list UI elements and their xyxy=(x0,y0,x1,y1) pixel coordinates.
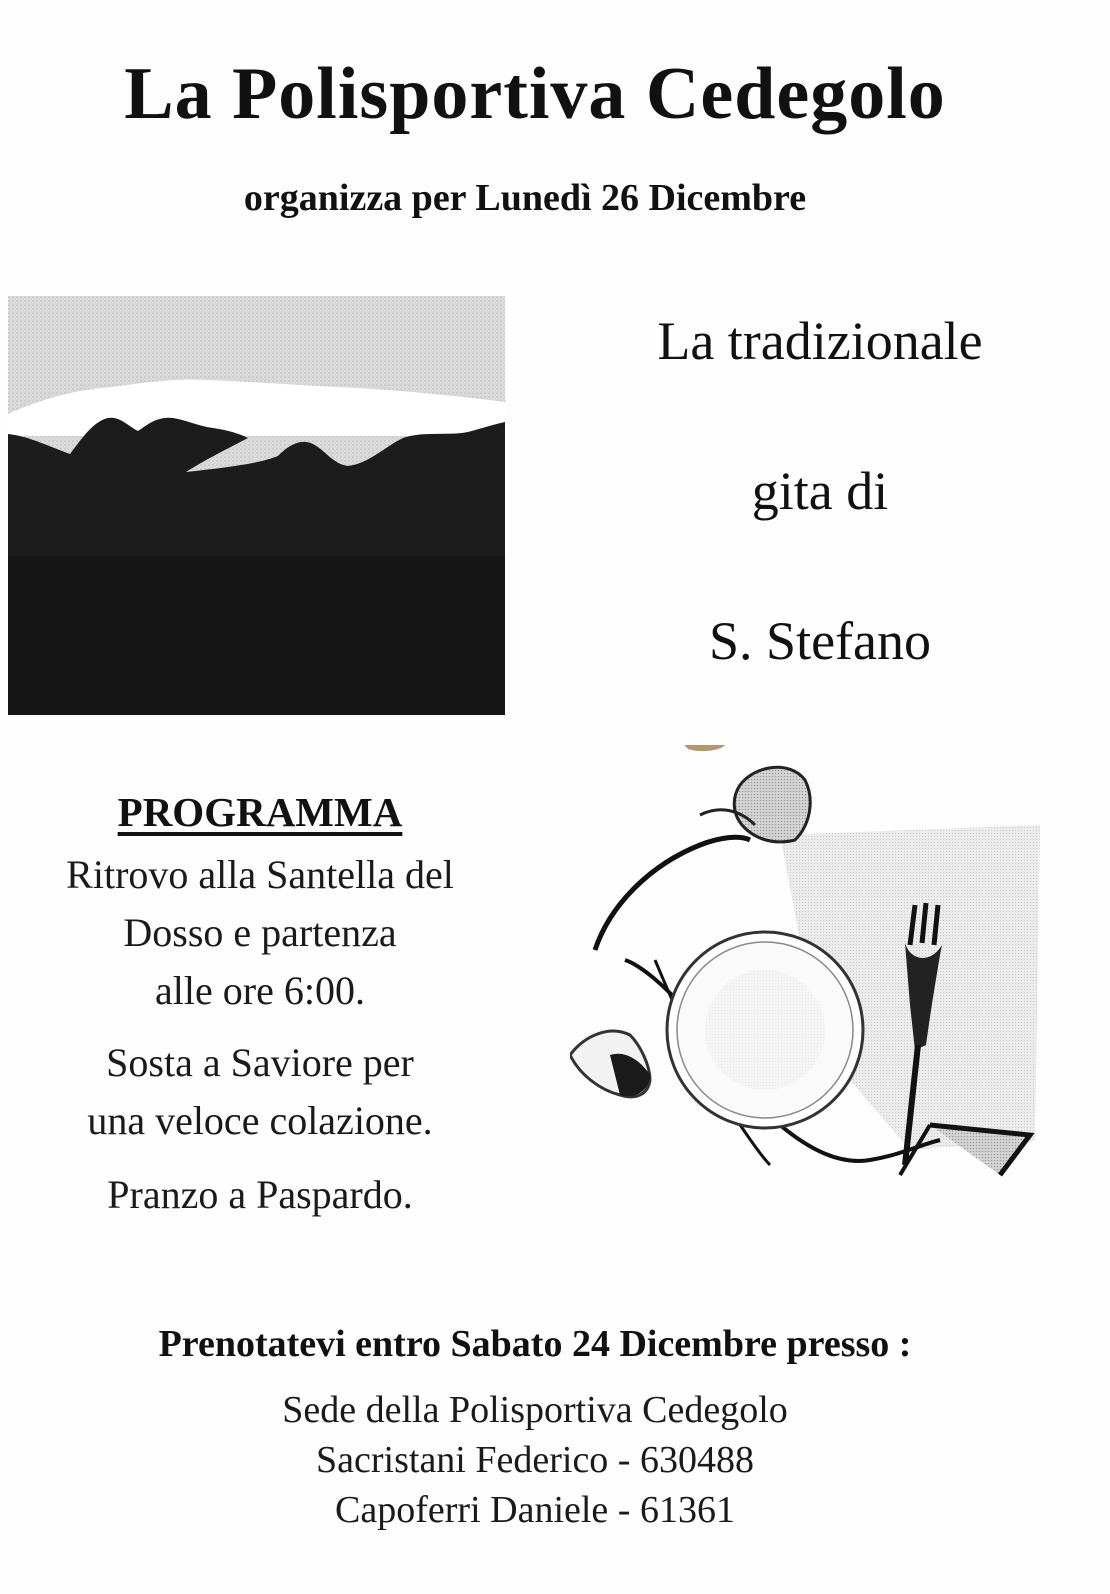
mountain-landscape-illustration xyxy=(8,296,505,715)
contact-line: Sacristani Federico - 630488 xyxy=(316,1439,754,1481)
program-line: una veloce colazione. xyxy=(87,1098,433,1143)
contact-line: Sede della Polisportiva Cedegolo xyxy=(282,1389,788,1431)
contact-line: Capoferri Daniele - 61361 xyxy=(335,1489,735,1531)
flyer-title: La Polisportiva Cedegolo xyxy=(124,53,946,135)
plate-cutlery-illustration xyxy=(570,745,1060,1240)
program-line: Pranzo a Paspardo. xyxy=(107,1172,413,1217)
event-line: gita di xyxy=(751,461,889,521)
program-item xyxy=(0,846,520,1020)
program-line: Dosso e partenza xyxy=(123,910,397,955)
program-line: Sosta a Saviore per xyxy=(106,1040,414,1085)
program-line: Ritrovo alla Santella del xyxy=(66,852,454,897)
program-line: alle ore 6:00. xyxy=(155,968,365,1013)
program-heading: PROGRAMMA xyxy=(117,789,403,835)
program-item xyxy=(0,1034,520,1150)
flyer-subtitle: organizza per Lunedì 26 Dicembre xyxy=(243,177,807,219)
event-line: La tradizionale xyxy=(657,311,983,371)
program-item xyxy=(0,1166,520,1224)
reservation-heading: Prenotatevi entro Sabato 24 Dicembre presso : xyxy=(158,1323,912,1365)
event-line: S. Stefano xyxy=(709,611,931,671)
